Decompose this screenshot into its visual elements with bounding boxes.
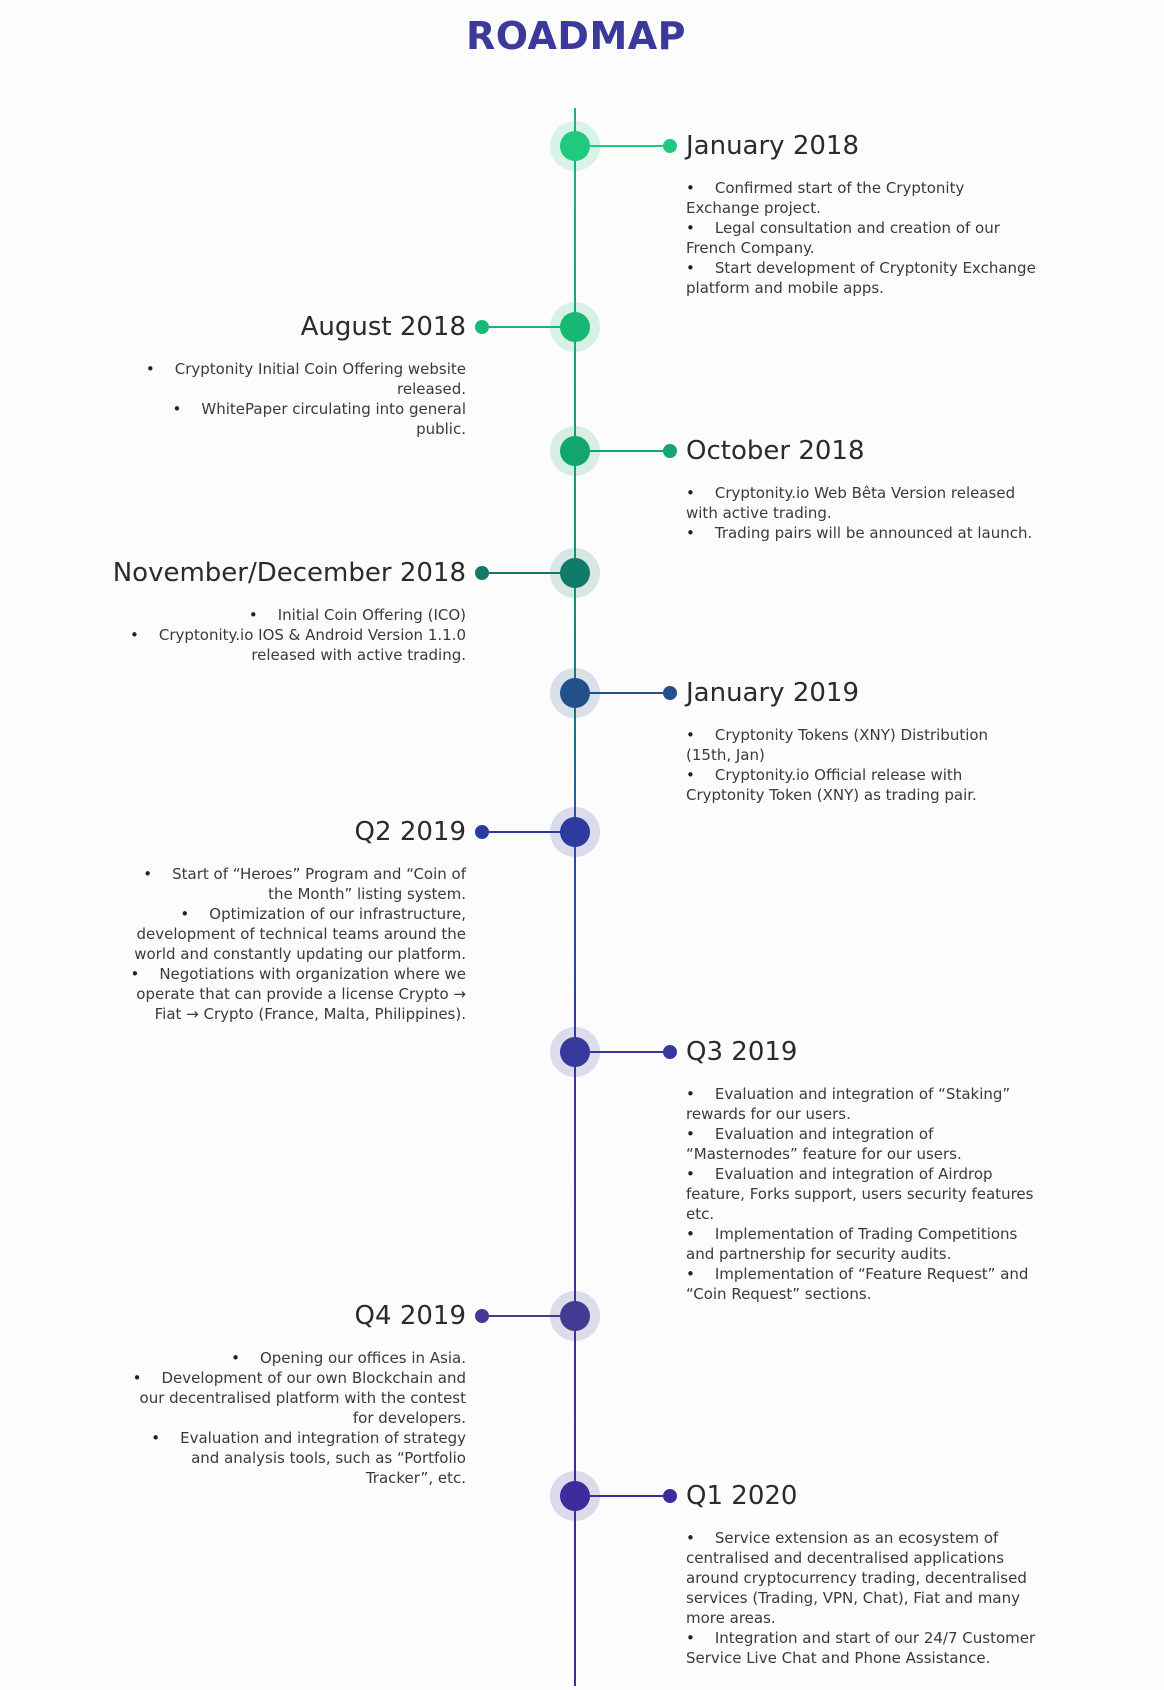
milestone-items [121,605,466,665]
milestone-end-dot [663,1045,677,1059]
milestone-items [121,864,466,1024]
milestone-node-dot [560,678,590,708]
milestone-item: • Evaluation and integration of “Masternodes” feature for our users. [686,1124,1036,1164]
milestone-item: • Negotiations with organization where we operate that can provide a license Crypto → Fiat → Crypto (France, Malta, Philippines). [121,964,466,1024]
milestone-title: Q2 2019 [354,817,466,847]
milestone-item: • Evaluation and integration of strategy and analysis tools, such as “Portfolio Tracker”, etc. [121,1428,466,1488]
milestone-item: • Cryptonity.io Official release with Cryptonity Token (XNY) as trading pair. [686,765,1036,805]
milestone-end-dot [475,566,489,580]
milestone-item: • Cryptonity.io IOS & Android Version 1.1.0 released with active trading. [121,625,466,665]
milestone-item: • Optimization of our infrastructure, development of technical teams around the world and constantly updating our platform. [121,904,466,964]
milestone-item: • Opening our offices in Asia. [121,1348,466,1368]
milestone-item: • Trading pairs will be announced at launch. [686,523,1036,543]
milestone-node-dot [560,1481,590,1511]
page-title: ROADMAP [465,14,687,58]
milestone-end-dot [663,444,677,458]
milestone-items [686,725,1036,805]
milestone-items [686,1084,1036,1304]
milestone-item: • Start development of Cryptonity Exchange platform and mobile apps. [686,258,1036,298]
milestone-node-dot [560,312,590,342]
milestone-item: • Development of our own Blockchain and our decentralised platform with the contest for developers. [121,1368,466,1428]
milestone-item: • Legal consultation and creation of our French Company. [686,218,1036,258]
milestone-item: • WhitePaper circulating into general public. [121,399,466,439]
milestone-end-dot [663,686,677,700]
milestone-item: • Implementation of Trading Competitions and partnership for security audits. [686,1224,1036,1264]
milestone-title: January 2019 [686,678,859,708]
milestone-node-dot [560,1301,590,1331]
milestone-connector [482,831,562,833]
milestone-end-dot [475,320,489,334]
milestone-node-dot [560,436,590,466]
milestone-items [686,178,1036,298]
milestone-item: • Cryptonity Initial Coin Offering website released. [121,359,466,399]
milestone-title: January 2018 [686,131,859,161]
milestone-connector [590,450,670,452]
milestone-item: • Cryptonity Tokens (XNY) Distribution (15th, Jan) [686,725,1036,765]
milestone-end-dot [663,139,677,153]
milestone-node-dot [560,131,590,161]
milestone-title: Q1 2020 [686,1481,798,1511]
milestone-node-dot [560,558,590,588]
milestone-item: • Implementation of “Feature Request” and “Coin Request” sections. [686,1264,1036,1304]
milestone-item: • Confirmed start of the Cryptonity Exchange project. [686,178,1036,218]
milestone-node-dot [560,1037,590,1067]
milestone-items [121,1348,466,1488]
milestone-title: Q3 2019 [686,1037,798,1067]
milestone-items [686,1528,1036,1668]
milestone-connector [482,572,562,574]
milestone-connector [590,1495,670,1497]
milestone-items [121,359,466,439]
milestone-title: November/December 2018 [112,558,466,588]
milestone-connector [590,1051,670,1053]
milestone-end-dot [475,825,489,839]
milestone-item: • Integration and start of our 24/7 Customer Service Live Chat and Phone Assistance. [686,1628,1036,1668]
milestone-title: October 2018 [686,436,865,466]
milestone-connector [482,1315,562,1317]
milestone-item: • Evaluation and integration of Airdrop feature, Forks support, users security features etc. [686,1164,1036,1224]
milestone-connector [590,692,670,694]
milestone-item: • Initial Coin Offering (ICO) [121,605,466,625]
milestone-connector [590,145,670,147]
milestone-end-dot [663,1489,677,1503]
milestone-node-dot [560,817,590,847]
milestone-item: • Service extension as an ecosystem of centralised and decentralised applications around cryptocurrency trading, decentralised services (Trading, VPN, Chat), Fiat and many more areas. [686,1528,1036,1628]
milestone-title: Q4 2019 [354,1301,466,1331]
milestone-connector [482,326,562,328]
milestone-item: • Cryptonity.io Web Bêta Version released with active trading. [686,483,1036,523]
milestone-end-dot [475,1309,489,1323]
milestone-item: • Start of “Heroes” Program and “Coin of the Month” listing system. [121,864,466,904]
milestone-items [686,483,1036,543]
milestone-title: August 2018 [300,312,466,342]
milestone-item: • Evaluation and integration of “Staking” rewards for our users. [686,1084,1036,1124]
